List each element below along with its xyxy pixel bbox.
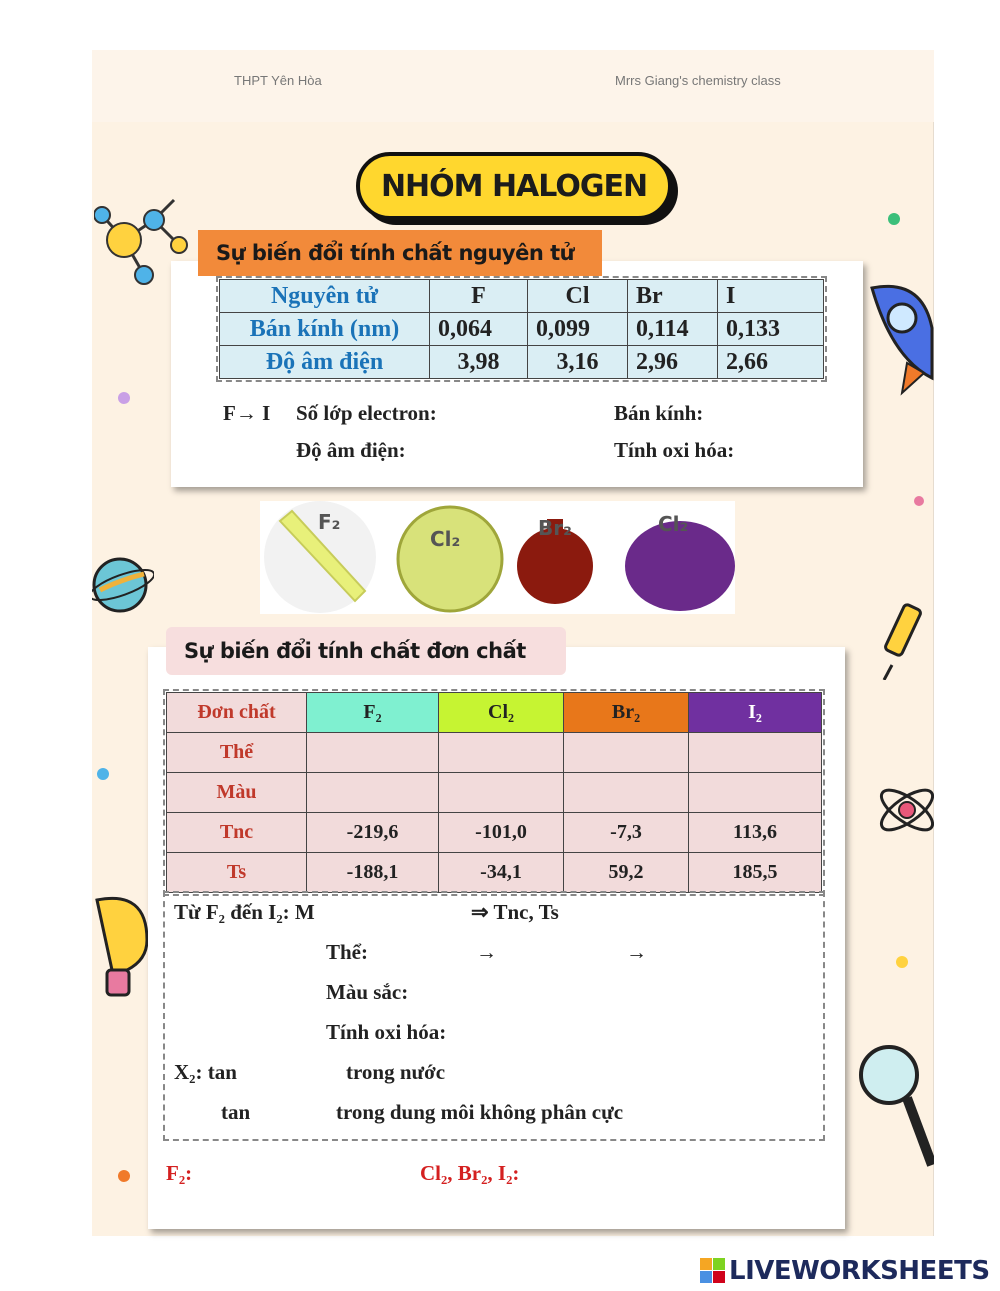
table-cell: -188,1 (307, 853, 439, 893)
table-header-cell: F₂ (307, 693, 439, 733)
table-cell[interactable] (439, 733, 564, 773)
notes-box (166, 894, 822, 1138)
dot-decoration (914, 496, 924, 506)
element-properties-table (166, 692, 822, 893)
table-cell[interactable] (564, 733, 689, 773)
table-cell[interactable] (307, 773, 439, 813)
table-cell: 59,2 (564, 853, 689, 893)
f2-answer-label: F₂: (166, 1161, 193, 1185)
oxidizing-label: Tính oxi hóa: (614, 438, 735, 462)
row-label: Thể (167, 733, 307, 773)
atomic-properties-card (171, 261, 863, 487)
table-header-cell: Đơn chất (167, 693, 307, 733)
cl2-formula-2: Cl₂ (658, 512, 689, 536)
table-cell: -101,0 (439, 813, 564, 853)
tan-label: tan (221, 1100, 251, 1124)
table-cell: 0,133 (718, 313, 824, 346)
table-cell[interactable] (439, 773, 564, 813)
dot-decoration (888, 213, 900, 225)
table-header-cell: I₂ (689, 693, 822, 733)
table-header-cell: Cl₂ (439, 693, 564, 733)
table-header-cell: Nguyên tử (220, 280, 430, 313)
atom-icon (877, 760, 934, 880)
worksheet-page (92, 50, 934, 1236)
row-label: Tnc (167, 813, 307, 853)
halogen-photos (260, 501, 735, 614)
table-header-cell: Br₂ (564, 693, 689, 733)
in-water-label: trong nước (346, 1060, 446, 1084)
table-cell: -34,1 (439, 853, 564, 893)
table-cell: -219,6 (307, 813, 439, 853)
radius-label: Bán kính: (614, 401, 704, 425)
magnifier-icon (857, 1040, 934, 1170)
lightbulb-icon (92, 890, 152, 1010)
element-properties-card (148, 647, 845, 1229)
liveworksheets-icon (700, 1258, 726, 1284)
table-cell: 0,064 (430, 313, 528, 346)
x2-tan-label: X₂: tan (174, 1060, 237, 1084)
table-header-cell: Cl (528, 280, 628, 313)
dot-decoration (896, 956, 908, 968)
rocket-icon (862, 268, 934, 398)
table-cell: -7,3 (564, 813, 689, 853)
section2-label: Sự biến đổi tính chất đơn chất (166, 627, 566, 675)
row-label: Độ âm điện (220, 346, 430, 379)
cl2-formula: Cl₂ (430, 527, 461, 551)
table-cell: 0,114 (628, 313, 718, 346)
table-cell[interactable] (689, 773, 822, 813)
electronegativity-label: Độ âm điện: (296, 438, 406, 462)
table-cell: 185,5 (689, 853, 822, 893)
nonpolar-solvent-label: trong dung môi không phân cực (336, 1100, 624, 1124)
dot-decoration (118, 1170, 130, 1182)
f2-formula: F₂ (318, 510, 341, 534)
atomic-properties-table (219, 279, 824, 379)
row-label: Màu (167, 773, 307, 813)
oxidizing-label: Tính oxi hóa: (326, 1020, 447, 1044)
table-cell: 3,16 (528, 346, 628, 379)
table-header-cell: F (430, 280, 528, 313)
trend-prefix: Từ F₂ đến I₂: M (174, 900, 315, 924)
electron-layers-label: Số lớp electron: (296, 401, 437, 425)
photo-strip (260, 501, 735, 614)
table-cell[interactable] (689, 733, 822, 773)
cl2-flask (398, 507, 502, 611)
brand-name: LIVEWORKSHEETS (729, 1256, 990, 1286)
dot-decoration (97, 768, 109, 780)
table-header-cell: Br (628, 280, 718, 313)
section1-label: Sự biến đổi tính chất nguyên tử (198, 230, 602, 276)
table-cell: 2,96 (628, 346, 718, 379)
dot-decoration (118, 392, 130, 404)
table-cell[interactable] (307, 733, 439, 773)
table-cell: 2,66 (718, 346, 824, 379)
table-header-cell: I (718, 280, 824, 313)
planet-icon (92, 540, 154, 635)
table-cell: 113,6 (689, 813, 822, 853)
page-title: NHÓM HALOGEN (356, 152, 672, 220)
trend-result: ⇒ Tnc, Ts (471, 900, 559, 924)
class-name: Mrrs Giang's chemistry class (615, 73, 781, 88)
liveworksheets-logo[interactable] (700, 1256, 990, 1286)
table-cell: 3,98 (430, 346, 528, 379)
others-answer-label: Cl₂, Br₂, I₂: (420, 1161, 520, 1185)
arrow: → (626, 940, 647, 964)
color-label: Màu sắc: (326, 980, 409, 1004)
school-name: THPT Yên Hòa (234, 73, 322, 88)
row-label: Ts (167, 853, 307, 893)
page-header (92, 50, 934, 122)
table-cell: 0,099 (528, 313, 628, 346)
br2-formula: Br₂ (538, 516, 572, 540)
row-label: Bán kính (nm) (220, 313, 430, 346)
arrow: → (476, 940, 497, 964)
state-label: Thể: (326, 940, 368, 964)
syringe-icon (882, 585, 932, 680)
table-cell[interactable] (564, 773, 689, 813)
trend-prefix: F→ I (223, 401, 271, 425)
